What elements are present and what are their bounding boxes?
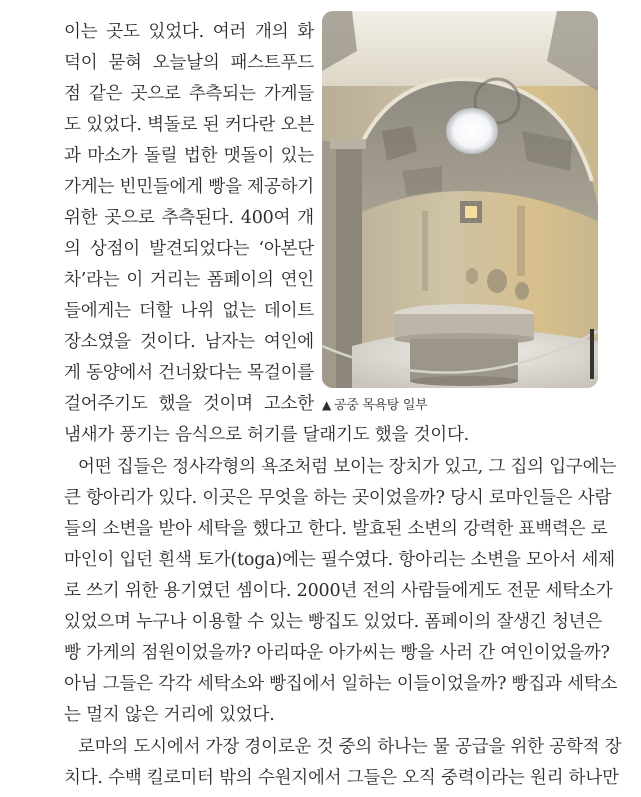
triangle-marker-icon: ▲ — [322, 398, 331, 412]
text-line: 덕이 묻혀 오늘날의 패스트푸드 — [64, 53, 314, 73]
text-line: 큰 항아리가 있다. 이곳은 무엇을 하는 곳이었을까? 당시 로마인들은 사람 — [64, 488, 612, 508]
text-line: 게 동양에서 건너왔다는 목걸이를 — [64, 363, 314, 383]
paragraph-start-line: 어떤 집들은 정사각형의 욕조처럼 보이는 장치가 있고, 그 집의 입구에는 — [78, 457, 617, 477]
text-line: 빵 가게의 점원이었을까? 아리따운 아가씨는 빵을 사러 간 여인이었을까? — [64, 643, 610, 663]
caption-text: 공중 목욕탕 일부 — [333, 398, 428, 413]
text-line: 과 마소가 돌릴 법한 맷돌이 있는 — [64, 146, 314, 166]
text-line: 들의 소변을 받아 세탁을 했다고 한다. 발효된 소변의 강력한 표백력은 로 — [64, 519, 608, 539]
text-line: 로 쓰기 위한 용기였던 셈이다. 2000년 전의 사람들에게도 전문 세탁소가 — [64, 581, 613, 601]
text-line: 마인이 입던 흰색 토가(toga)에는 필수였다. 항아리는 소변을 모아서 세제 — [64, 550, 615, 570]
text-line: 의 상점이 발견되었다는 ‘아본단 — [64, 239, 314, 259]
text-line: 도 있었다. 벽돌로 된 커다란 오븐 — [64, 115, 314, 135]
text-line: 치다. 수백 킬로미터 밖의 수원지에서 그들은 오직 중력이라는 원리 하나만 — [64, 768, 619, 788]
text-line: 차’라는 이 거리는 폼페이의 연인 — [64, 270, 314, 290]
paragraph-start-line: 로마의 도시에서 가장 경이로운 것 중의 하나는 물 공급을 위한 공학적 장 — [78, 737, 622, 757]
text-line: 냄새가 풍기는 음식으로 허기를 달래기도 했을 것이다. — [64, 425, 470, 445]
bathhouse-photo — [322, 11, 598, 388]
text-line: 장소였을 것이다. 남자는 여인에 — [64, 332, 314, 352]
text-line: 있었으며 누구나 이용할 수 있는 빵집도 있었다. 폼페이의 잘생긴 청년은 — [64, 612, 603, 632]
text-line: 들에게는 더할 나위 없는 데이트 — [64, 301, 314, 321]
text-line: 걸어주기도 했을 것이며 고소한 — [64, 394, 314, 414]
bathhouse-illustration — [322, 11, 598, 388]
text-line: 가게는 빈민들에게 빵을 제공하기 — [64, 177, 314, 197]
text-line: 아님 그들은 각각 세탁소와 빵집에서 일하는 이들이었을까? 빵집과 세탁소 — [64, 674, 618, 694]
text-line: 점 같은 곳으로 추측되는 가게들 — [64, 84, 314, 104]
text-line: 위한 곳으로 추측된다. 400여 개 — [64, 208, 314, 228]
text-line: 는 멀지 않은 거리에 있었다. — [64, 705, 275, 725]
photo-caption — [322, 395, 427, 416]
text-line: 이는 곳도 있었다. 여러 개의 화 — [64, 22, 314, 42]
